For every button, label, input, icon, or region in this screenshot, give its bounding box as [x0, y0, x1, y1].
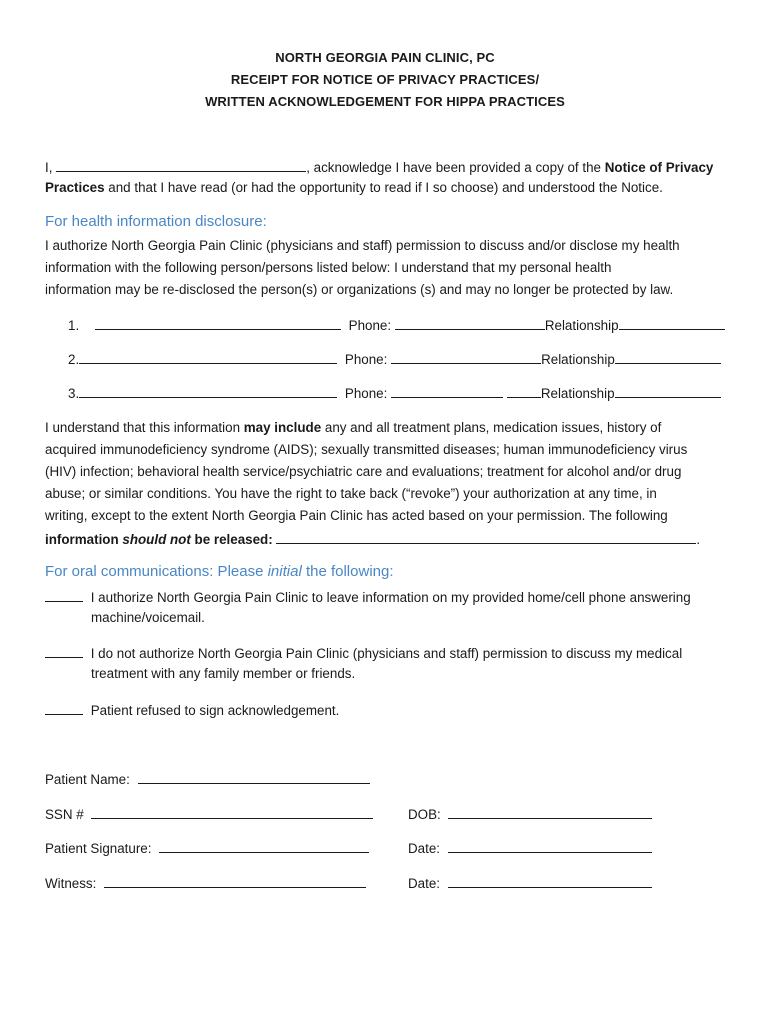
person-1-phone-blank[interactable] — [395, 316, 545, 330]
person-3-relationship-blank[interactable] — [615, 384, 721, 398]
ack-line-1: I, , acknowledge I have been provided a copy of the Notice of Privacy — [45, 160, 714, 175]
oral-option-1: I authorize North Georgia Pain Clinic to leave information on my provided home/cell phone answering — [45, 588, 691, 605]
person-1-relationship-blank[interactable] — [619, 316, 725, 330]
header-receipt-title: RECEIPT FOR NOTICE OF PRIVACY PRACTICES/ — [230, 72, 540, 87]
ssn-blank[interactable] — [91, 805, 373, 819]
person-2-relationship-blank[interactable] — [615, 350, 721, 364]
oral-option-1-cont: machine/voicemail. — [91, 610, 205, 625]
person-3-name-blank[interactable] — [79, 384, 337, 398]
date-blank-2[interactable] — [448, 874, 652, 888]
ack-line-2: Practices and that I have read (or had the opportunity to read if I so choose) and understood the Notice. — [45, 180, 663, 195]
person-row-2: 2. Phone: Relationship — [68, 350, 721, 367]
oral-option-3: Patient refused to sign acknowledgement. — [45, 701, 339, 718]
disclosure-line-3: information may be re-disclosed the person(s) or organizations (s) and may no longer be protected by law. — [45, 282, 674, 297]
signature-blank[interactable] — [159, 839, 369, 853]
date-field-2: Date: — [408, 874, 652, 891]
disclosure-heading: For health information disclosure: — [45, 213, 267, 230]
patient-name-blank[interactable] — [138, 770, 370, 784]
info-line-6: information should not be released: . — [45, 532, 701, 547]
person-row-3: 3. Phone: Relationship — [68, 384, 721, 401]
not-released-blank[interactable] — [276, 530, 696, 544]
initial-blank-1[interactable] — [45, 588, 83, 602]
header-ack-title: WRITTEN ACKNOWLEDGEMENT FOR HIPPA PRACTICES — [205, 94, 565, 109]
signature-field: Patient Signature: — [45, 839, 369, 856]
witness-field: Witness: — [45, 874, 366, 891]
initial-blank-2[interactable] — [45, 644, 83, 658]
person-2-name-blank[interactable] — [79, 350, 337, 364]
person-1-name-blank[interactable] — [95, 316, 341, 330]
info-line-4: abuse; or similar conditions. You have the right to take back (“revoke”) your authorization at any time, in — [45, 486, 657, 501]
info-line-5: writing, except to the extent North Georgia Pain Clinic has acted based on your permission. The following — [45, 508, 668, 523]
person-3-phone-blank[interactable] — [391, 384, 503, 398]
person-row-1: 1. Phone: Relationship — [68, 316, 725, 333]
date-field-1: Date: — [408, 839, 652, 856]
oral-option-2: I do not authorize North Georgia Pain Clinic (physicians and staff) permission to discuss my medical — [45, 644, 682, 661]
dob-blank[interactable] — [448, 805, 652, 819]
name-blank[interactable] — [56, 158, 306, 172]
person-3-phone-blank-2[interactable] — [507, 384, 541, 398]
disclosure-line-2: information with the following person/persons listed below: I understand that my personal health — [45, 260, 612, 275]
ssn-field: SSN # — [45, 805, 373, 822]
patient-name-field: Patient Name: — [45, 770, 370, 787]
info-line-1: I understand that this information may include any and all treatment plans, medication issues, history of — [45, 420, 662, 435]
info-line-3: (HIV) infection; behavioral health service/psychiatric care and evaluations; treatment for alcohol and/or drug — [45, 464, 682, 479]
dob-field: DOB: — [408, 805, 652, 822]
header-clinic-name: NORTH GEORGIA PAIN CLINIC, PC — [275, 50, 495, 65]
oral-heading: For oral communications: Please initial the following: — [45, 563, 394, 580]
date-blank-1[interactable] — [448, 839, 652, 853]
oral-option-2-cont: treatment with any family member or friends. — [91, 666, 356, 681]
person-2-phone-blank[interactable] — [391, 350, 541, 364]
initial-blank-3[interactable] — [45, 701, 83, 715]
info-line-2: acquired immunodeficiency syndrome (AIDS); sexually transmitted diseases; human immunodeficiency virus — [45, 442, 688, 457]
disclosure-line-1: I authorize North Georgia Pain Clinic (physicians and staff) permission to discuss and/or disclose my health — [45, 238, 680, 253]
witness-blank[interactable] — [104, 874, 366, 888]
